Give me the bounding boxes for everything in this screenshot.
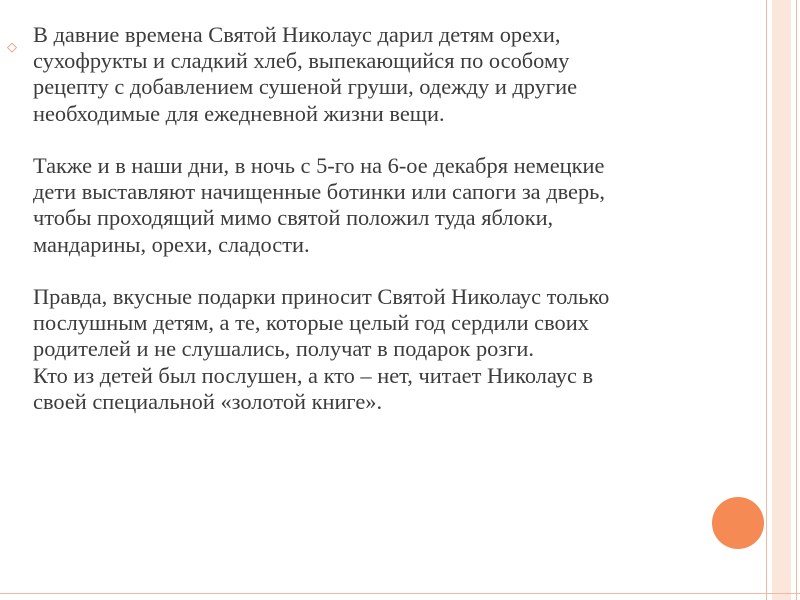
- paragraph-modern-tradition: Также и в наши дни, в ночь с 5-го на 6-ое декабря немецкие дети выставляют начищенные ботинки или сапоги за дверь, чтобы проходящий мимо святой положил туда яблоки, мандарины, орехи, сладости.: [33, 153, 605, 257]
- paragraph-obedient-children: Правда, вкусные подарки приносит Святой Николаус только послушным детям, а те, которые целый год сердили своих родителей и не слушались, получат в подарок розги.: [33, 284, 610, 362]
- frame-line-inner: [766, 0, 767, 600]
- frame-right-band: [772, 0, 791, 600]
- frame-line-outer: [796, 0, 797, 600]
- paragraph-golden-book: Кто из детей был послушен, а кто – нет, читает Николаус в своей специальной «золотой книге».: [33, 362, 594, 414]
- paragraph-history: В давние времена Святой Николаус дарил детям орехи, сухофрукты и сладкий хлеб, выпекающийся по особому рецепту с добавлением сушеной груши, одежду и другие необходимые для ежедневной жизни вещи.: [33, 22, 578, 126]
- hollow-diamond-bullet-icon: ◇: [7, 40, 17, 55]
- orange-circle-decoration: [712, 497, 764, 549]
- slide-body-text: [33, 22, 723, 415]
- frame-bottom-line: [0, 593, 800, 594]
